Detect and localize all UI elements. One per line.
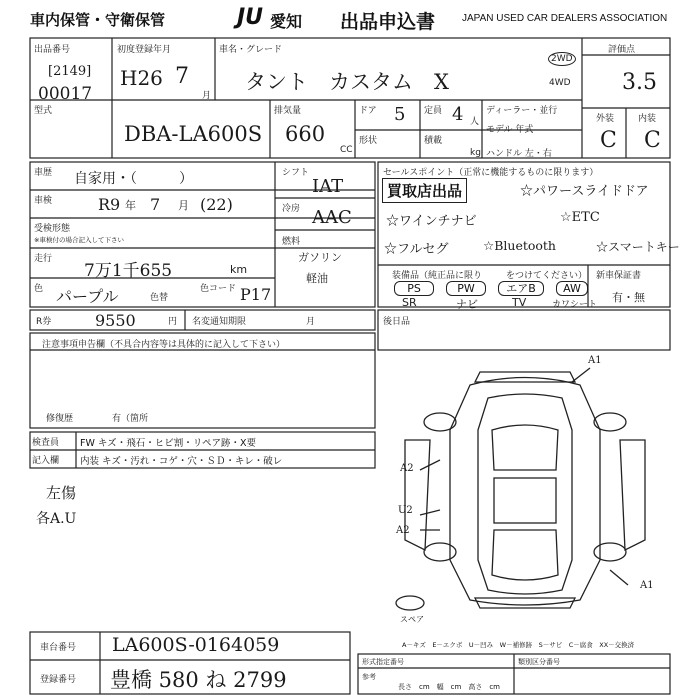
pickup-note: ※車検付の場合記入して下さい (34, 236, 124, 244)
declaration-label: 注意事項申告欄（不具合内容等は具体的に記入して下さい） (42, 340, 286, 350)
mark-u2-left: U2 (398, 505, 413, 516)
reg-month: 7 (175, 64, 189, 89)
model-code-value: DBA-LA600S (124, 122, 263, 146)
repair-history-label: 修復歴 (46, 414, 74, 424)
bottom-dims: 長さ cm 幅 cm 高さ cm (398, 683, 501, 691)
color-change-label: 色替 (150, 293, 169, 303)
mark-a2-left-2: A2 (396, 525, 410, 536)
color-code-label: 色コード (200, 284, 237, 294)
fuel-label: 燃料 (282, 237, 301, 247)
association-name: JAPAN USED CAR DEALERS ASSOCIATION (462, 13, 668, 24)
equip-pw: PW (446, 281, 486, 296)
name-grade-label: 車名・グレード (219, 45, 283, 55)
color-value: パープル (56, 287, 119, 306)
chassis-label: 車台番号 (40, 643, 77, 653)
first-reg-label: 初度登録年月 (117, 45, 172, 55)
displacement-value: 660 (285, 122, 326, 146)
reg-number: 豊橋 580 ね 2799 (110, 668, 287, 692)
drive-4wd: 4WD (549, 78, 571, 88)
color-label: 色 (34, 284, 44, 294)
exterior-label: 外装 (596, 114, 615, 124)
doors-label: ドア (359, 106, 377, 116)
model-code-label: 型式 (34, 106, 53, 116)
drive-2wd: 2WD (548, 52, 576, 66)
insp-month-mark: 月 (178, 199, 189, 212)
recycle-amount: 9550 (95, 311, 136, 330)
fill-column-label: 記入欄 (32, 456, 60, 466)
handle-label: ハンドル 左・右 (486, 149, 552, 159)
model-year-label: モデル 年式 (486, 125, 534, 135)
form-title: 出品申込書 (340, 11, 436, 33)
history-value: 自家用・（ ） (74, 171, 193, 187)
mark-a1-top: A1 (588, 355, 602, 366)
inspection-label: 車検 (34, 196, 53, 206)
name-change-month: 月 (306, 317, 316, 327)
equip-navi: ナビ (456, 298, 478, 311)
bottom-ref: 参考 (362, 673, 376, 681)
capacity-value: 4 (452, 104, 464, 125)
spare-label: スペア (400, 615, 424, 624)
logo-region: 愛知 (270, 12, 303, 31)
interior-grade: C (644, 128, 661, 153)
car-name: タント カスタム X (245, 70, 449, 94)
shift-value: IAT (312, 176, 344, 197)
shape-label: 形状 (359, 136, 378, 146)
km-unit: km (230, 263, 248, 276)
insp-year-mark: 年 (125, 199, 136, 212)
equip-tv: TV (512, 296, 527, 309)
shift-label: シフト (282, 168, 310, 178)
chassis-number: LA600S-0164059 (112, 634, 280, 656)
color-code-value: P17 (240, 285, 272, 304)
sales-point-2: ☆ワインチナビ (386, 214, 477, 229)
recycle-label: R券 (36, 317, 52, 327)
doors-value: 5 (394, 104, 406, 125)
equip-airbag: エアB (498, 281, 544, 296)
warranty-choice: 有・無 (612, 291, 645, 304)
dealer-label: ディーラー・並行 (486, 106, 558, 116)
mileage-value: 7万1千655 (84, 261, 173, 281)
sales-point-6: ☆スマートキー (596, 240, 680, 254)
bottom-box-2: 類別区分番号 (518, 658, 560, 666)
equipment-label-tail: をつけてください） (506, 271, 588, 281)
displacement-label: 排気量 (274, 106, 302, 116)
reg-month-mark: 月 (202, 91, 212, 101)
inspector-label: 検査員 (32, 438, 60, 448)
lot-bracket: [2149] (48, 64, 92, 79)
warranty-label: 新車保証書 (596, 271, 642, 281)
interior-line: 内装 キズ・汚れ・コゲ・穴・ＳＤ・キレ・破レ (80, 456, 283, 467)
sales-point-5: ☆Bluetooth (483, 238, 556, 253)
rear-seat-label: 後日品 (383, 317, 411, 327)
repair-exist-label: 有（箇所 (112, 414, 149, 424)
load-label: 積載 (424, 136, 443, 146)
reg-label: 登録番号 (40, 675, 77, 685)
sales-points-label: セールスポイント（正常に機能するものに限ります） (383, 168, 599, 178)
fw-line: FW キズ・飛石・ヒビ割・リペア跡・X要 (80, 438, 257, 449)
pickup-label: 受検形態 (34, 224, 71, 234)
damage-legend: A－キズ E－エクボ U－凹み W－補修跡 S－サビ C－腐食 XX－交換済 (402, 641, 635, 649)
sales-point-4: ☆フルセグ (384, 242, 449, 257)
equip-aw: AW (556, 281, 588, 296)
insp-year: R9 (98, 195, 121, 214)
recycle-yen: 円 (168, 317, 178, 327)
sales-point-1: ☆パワースライドドア (520, 184, 649, 199)
name-change-label: 名変通知期限 (192, 317, 247, 327)
equip-leather: カワシート (552, 300, 598, 310)
note-2: 各A.U (36, 511, 77, 527)
cooling-label: 冷房 (282, 204, 301, 214)
fuel-light-oil: 軽油 (306, 272, 328, 285)
grade-eval-label: 評価点 (608, 45, 636, 55)
insp-month: 7 (150, 195, 161, 214)
note-1: 左傷 (46, 484, 77, 502)
equip-sr: SR (402, 296, 417, 309)
fuel-gasoline: ガソリン (298, 251, 342, 264)
cc-unit: CC (340, 145, 353, 155)
mark-a1-bottom: A1 (640, 580, 654, 591)
mileage-label: 走行 (34, 254, 53, 264)
ju-logo: JU (237, 5, 264, 30)
sales-point-3: ☆ETC (560, 210, 600, 225)
person-unit: 人 (470, 117, 480, 127)
era-year: H26 (120, 66, 163, 90)
bottom-box-1: 形式指定番号 (362, 658, 404, 666)
cooling-value: AAC (312, 207, 352, 228)
car-diagram (396, 368, 645, 610)
equip-ps: PS (394, 281, 434, 296)
capacity-label: 定員 (424, 106, 443, 116)
exterior-grade: C (600, 128, 617, 153)
equipment-label: 装備品（純正品に限り (392, 271, 483, 281)
lot-number: 00017 (38, 84, 93, 104)
insp-day: (22) (200, 195, 233, 214)
history-label: 車歴 (34, 168, 53, 178)
interior-label: 内装 (638, 114, 657, 124)
score-value: 3.5 (622, 70, 657, 95)
kg-unit: kg (470, 148, 481, 158)
buy-shop-stamp: 買取店出品 (382, 178, 467, 203)
mark-a2-left: A2 (400, 463, 414, 474)
storage-note: 車内保管・守衛保管 (30, 11, 166, 29)
lot-no-label: 出品番号 (34, 45, 71, 55)
